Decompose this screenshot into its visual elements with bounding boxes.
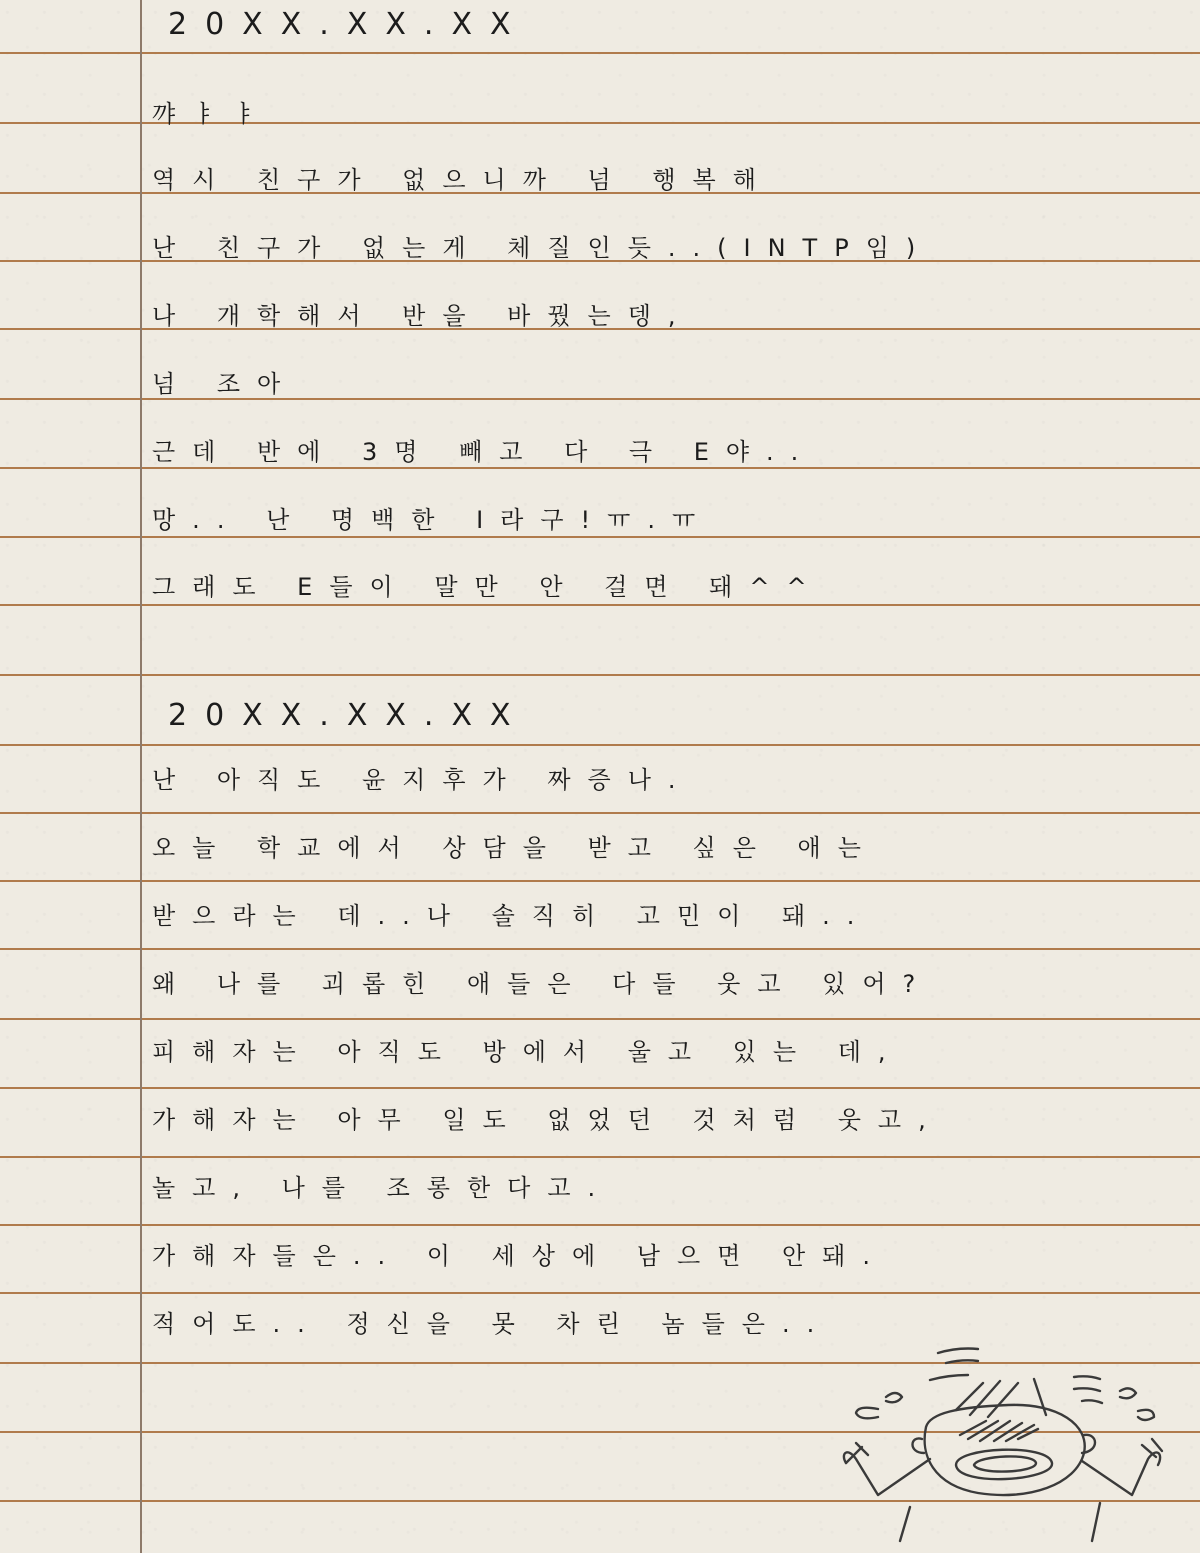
entry2-line: 가해자들은.. 이 세상에 남으면 안돼.: [152, 1242, 887, 1270]
ruled-line: [0, 744, 1200, 746]
ruled-line: [0, 1018, 1200, 1020]
entry1-date: 20XX.XX.XX: [168, 7, 529, 42]
ruled-line: [0, 880, 1200, 882]
ruled-line: [0, 1156, 1200, 1158]
entry2-line: 받으라는 데..나 솔직히 고민이 돼..: [152, 902, 872, 930]
entry2-line: 피해자는 아직도 방에서 울고 있는 데,: [152, 1038, 903, 1066]
ruled-line: [0, 52, 1200, 54]
ruled-line: [0, 1087, 1200, 1089]
ruled-line: [0, 948, 1200, 950]
entry1-line: 그래도 E들이 말만 안 걸면 돼^^: [152, 573, 824, 601]
entry1-line: 역시 친구가 없으니까 넘 행복해: [152, 166, 773, 194]
ruled-line: [0, 1292, 1200, 1294]
entry2-line: 적어도.. 정신을 못 차린 놈들은..: [152, 1310, 832, 1338]
entry1-line: 넘 조아: [152, 370, 298, 398]
margin-line: [140, 0, 142, 1553]
entry1-line: 나 개학해서 반을 바꿨는뎅,: [152, 302, 693, 330]
ruled-line: [0, 1224, 1200, 1226]
entry2-line: 왜 나를 괴롭힌 애들은 다들 웃고 있어?: [152, 970, 933, 998]
crying-face-doodle-icon: [838, 1335, 1168, 1545]
entry1-line: 망.. 난 명백한 I라구!ㅠ.ㅠ: [152, 506, 713, 534]
ruled-line: [0, 812, 1200, 814]
entry2-date: 20XX.XX.XX: [168, 698, 529, 733]
entry1-line: 근데 반에 3명 빼고 다 극 E야..: [152, 438, 816, 466]
entry2-line: 놀고, 나를 조롱한다고.: [152, 1174, 613, 1202]
entry2-line: 가해자는 아무 일도 없었던 것처럼 웃고,: [152, 1106, 943, 1134]
entry1-line: 꺄ㅑㅑ: [152, 100, 273, 128]
ruled-line: [0, 674, 1200, 676]
entry2-line: 난 아직도 윤지후가 짜증나.: [152, 766, 693, 794]
entry1-line: 난 친구가 없는게 체질인듯..(INTP임): [152, 234, 933, 262]
entry2-line: 오늘 학교에서 상담을 받고 싶은 애는: [152, 834, 878, 862]
